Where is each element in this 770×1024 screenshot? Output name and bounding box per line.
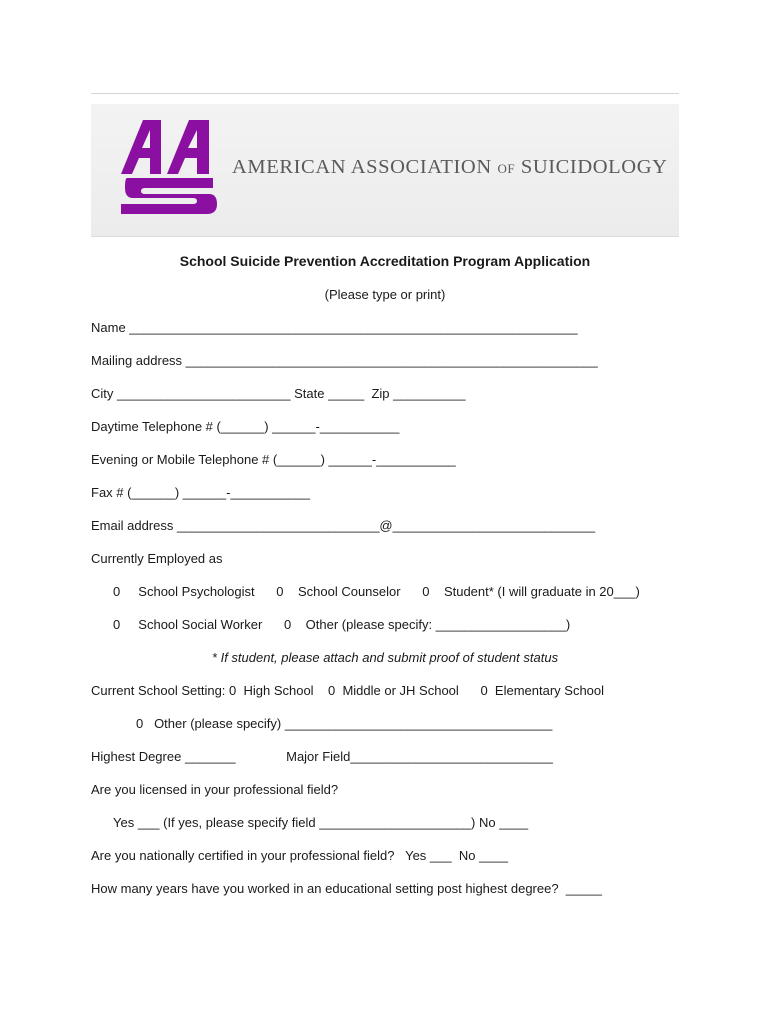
logo-letter-a2	[167, 120, 209, 174]
years-worked-field[interactable]: How many years have you worked in an educational setting post highest degree? _____	[91, 881, 602, 896]
header-banner	[91, 104, 679, 237]
aas-logo-icon	[117, 112, 223, 216]
form-instruction: (Please type or print)	[324, 287, 446, 302]
top-divider	[91, 93, 679, 94]
school-setting-other-field[interactable]: 0 Other (please specify) _____________________________________	[136, 716, 553, 731]
licensed-answer-field[interactable]: Yes ___ (If yes, please specify field _____________________) No ____	[113, 815, 529, 830]
mailing-address-field[interactable]: Mailing address _________________________________________________________	[91, 353, 598, 368]
logo-letter-s	[121, 178, 217, 214]
city-state-zip-field[interactable]: City ________________________ State _____ Zip __________	[91, 386, 466, 401]
certified-question-field[interactable]: Are you nationally certified in your professional field? Yes ___ No ____	[91, 848, 508, 863]
employment-heading: Currently Employed as	[91, 551, 223, 566]
organization-name: AMERICAN ASSOCIATION OF SUICIDOLOGY	[232, 156, 668, 178]
employment-options-row-2[interactable]: 0 School Social Worker 0 Other (please specify: __________________)	[113, 617, 571, 632]
form-title: School Suicide Prevention Accreditation Program Application	[179, 253, 591, 269]
school-setting-options[interactable]: Current School Setting: 0 High School 0 Middle or JH School 0 Elementary School	[91, 683, 605, 698]
email-field[interactable]: Email address ____________________________@____________________________	[91, 518, 596, 533]
evening-phone-field[interactable]: Evening or Mobile Telephone # (______) ______-___________	[91, 452, 456, 467]
licensed-question: Are you licensed in your professional field?	[91, 782, 339, 797]
fax-field[interactable]: Fax # (______) ______-___________	[91, 485, 311, 500]
employment-options-row-1[interactable]: 0 School Psychologist 0 School Counselor 0 Student* (I will graduate in 20___)	[113, 584, 640, 599]
daytime-phone-field[interactable]: Daytime Telephone # (______) ______-___________	[91, 419, 400, 434]
degree-major-field[interactable]: Highest Degree _______ Major Field____________________________	[91, 749, 553, 764]
logo-letter-a1	[121, 120, 161, 174]
student-proof-note: * If student, please attach and submit proof of student status	[211, 650, 559, 665]
name-field[interactable]: Name ______________________________________________________________	[91, 320, 578, 335]
